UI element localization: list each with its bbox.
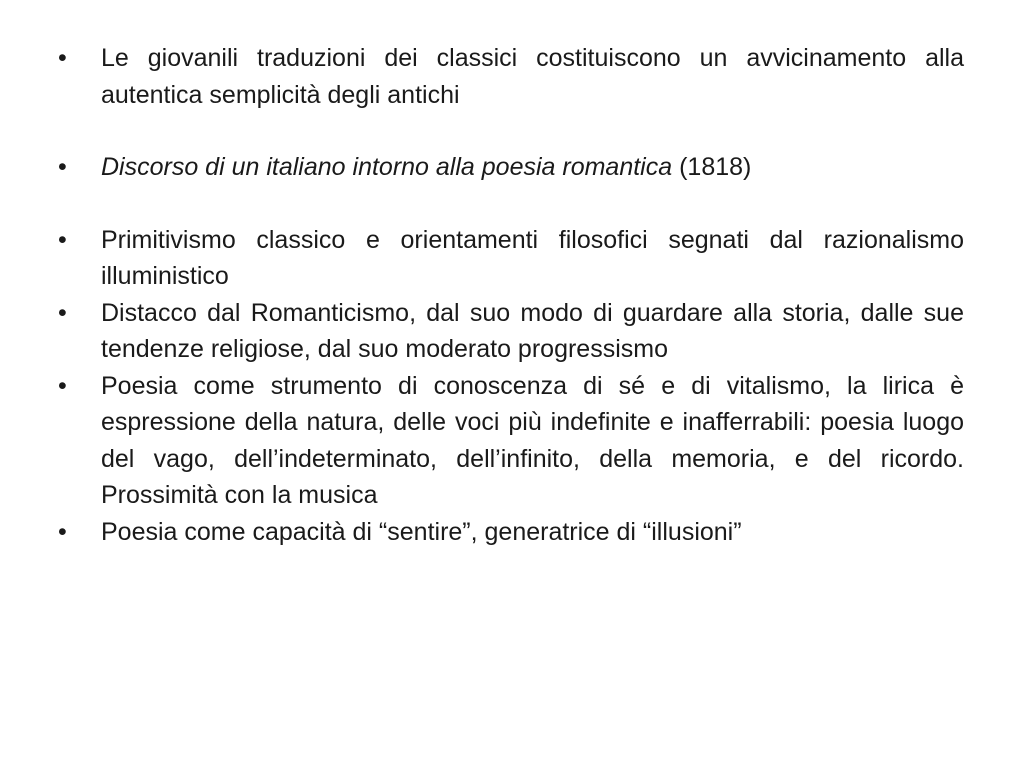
bullet-item-discorso — [56, 149, 964, 186]
bullet-dot: • — [58, 371, 67, 400]
work-title: Discorso di un italiano intorno alla poesia romantica — [101, 153, 673, 181]
bullet-text: Poesia come strumento di conoscenza di sé e di vitalismo, la lirica è espressione della natura, delle voci più indefinite e inafferrabili: poesia luogo del vago, dell’indeterminato, dell’infinito, della memoria, e del ricordo. Prossimità con la musica — [101, 371, 964, 509]
bullet-item-primitivism — [56, 222, 964, 295]
bullet-list — [56, 40, 964, 550]
bullet-item-poetry-feeling — [56, 514, 964, 551]
bullet-dot: • — [58, 44, 67, 72]
bullet-text: Distacco dal Romanticismo, dal suo modo di guardare alla storia, dalle sue tendenze religiose, dal suo moderato progressismo — [101, 298, 964, 363]
bullet-text: Poesia come capacità di “sentire”, generatrice di “illusioni” — [101, 517, 742, 546]
bullet-item-poetry-knowledge — [56, 368, 964, 514]
bullet-dot: • — [58, 153, 67, 181]
work-year: (1818) — [679, 153, 752, 181]
bullet-dot: • — [58, 298, 67, 327]
bullet-dot: • — [58, 517, 67, 546]
bullet-text: Primitivismo classico e orientamenti filosofici segnati dal razionalismo illuministico — [101, 225, 964, 290]
bullet-item-translations — [56, 40, 964, 113]
bullet-item-romanticism — [56, 295, 964, 368]
bullet-dot: • — [58, 225, 67, 254]
bullet-text: Le giovanili traduzioni dei classici costituiscono un avvicinamento alla autentica semplicità degli antichi — [101, 44, 964, 109]
